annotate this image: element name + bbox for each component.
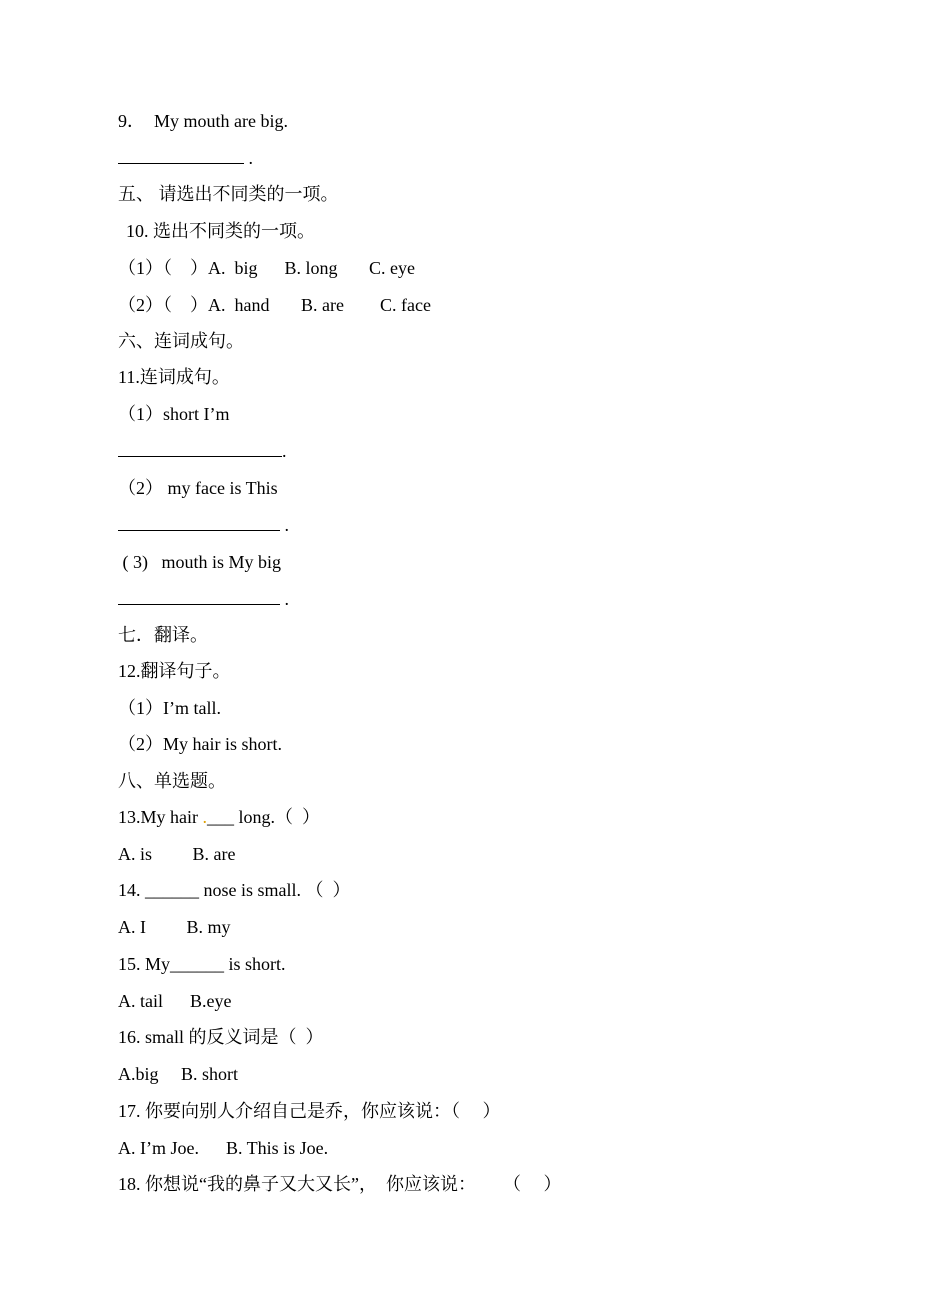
highlight-mark: .	[202, 807, 207, 827]
answer-line-11-1	[118, 440, 287, 462]
question-14-stem: 14. ______ nose is small. （ ）	[118, 880, 351, 900]
answer-line-11-2	[118, 514, 289, 536]
answer-end-mark: .	[244, 148, 253, 168]
question-13-stem-end: ___ long.（ ）	[207, 807, 321, 827]
section-5-title: 五、 请选出不同类的一项。	[118, 184, 339, 204]
answer-blank[interactable]	[118, 440, 282, 457]
question-10-item-1: （1）（ ）A. big B. long C. eye	[118, 258, 415, 278]
question-10-title: 10. 选出不同类的一项。	[126, 221, 315, 241]
answer-blank[interactable]	[118, 514, 280, 531]
answer-blank[interactable]	[118, 588, 280, 605]
section-6-title: 六、连词成句。	[118, 331, 244, 351]
question-13-stem	[118, 806, 320, 828]
answer-end-mark: .	[280, 589, 289, 609]
question-18-stem: 18. 你想说“我的鼻子又大又长”， 你应该说： （ ）	[118, 1174, 562, 1194]
question-11-item-3: ( 3) mouth is My big	[118, 552, 282, 572]
answer-line-9	[118, 147, 253, 169]
answer-end-mark: .	[280, 515, 289, 535]
question-12-item-2: （2）My hair is short.	[118, 734, 282, 754]
question-15-options: A. tail B.eye	[118, 991, 232, 1011]
question-14-options: A. I B. my	[118, 917, 231, 937]
question-11-item-1: （1）short I’m	[118, 404, 230, 424]
question-13-options: A. is B. are	[118, 844, 236, 864]
section-7-title: 七．翻译。	[118, 625, 208, 645]
question-12-item-1: （1）I’m tall.	[118, 698, 221, 718]
question-11-item-2: （2） my face is This	[118, 478, 278, 498]
answer-line-11-3	[118, 588, 289, 610]
question-13-stem-start: 13.My hair	[118, 807, 203, 827]
question-12-title: 12.翻译句子。	[118, 661, 231, 681]
question-17-stem: 17. 你要向别人介绍自己是乔，你应该说：（ ）	[118, 1101, 501, 1121]
question-11-title: 11.连词成句。	[118, 367, 230, 387]
question-17-options: A. I’m Joe. B. This is Joe.	[118, 1138, 329, 1158]
question-16-stem: 16. small 的反义词是（ ）	[118, 1027, 324, 1047]
question-16-options: A.big B. short	[118, 1064, 239, 1084]
question-15-stem: 15. My______ is short.	[118, 954, 286, 974]
section-8-title: 八、单选题。	[118, 771, 226, 791]
question-9: 9． My mouth are big.	[118, 111, 288, 131]
answer-end-mark: .	[282, 441, 287, 461]
question-10-item-2: （2）（ ）A. hand B. are C. face	[118, 295, 431, 315]
answer-blank[interactable]	[118, 147, 244, 164]
